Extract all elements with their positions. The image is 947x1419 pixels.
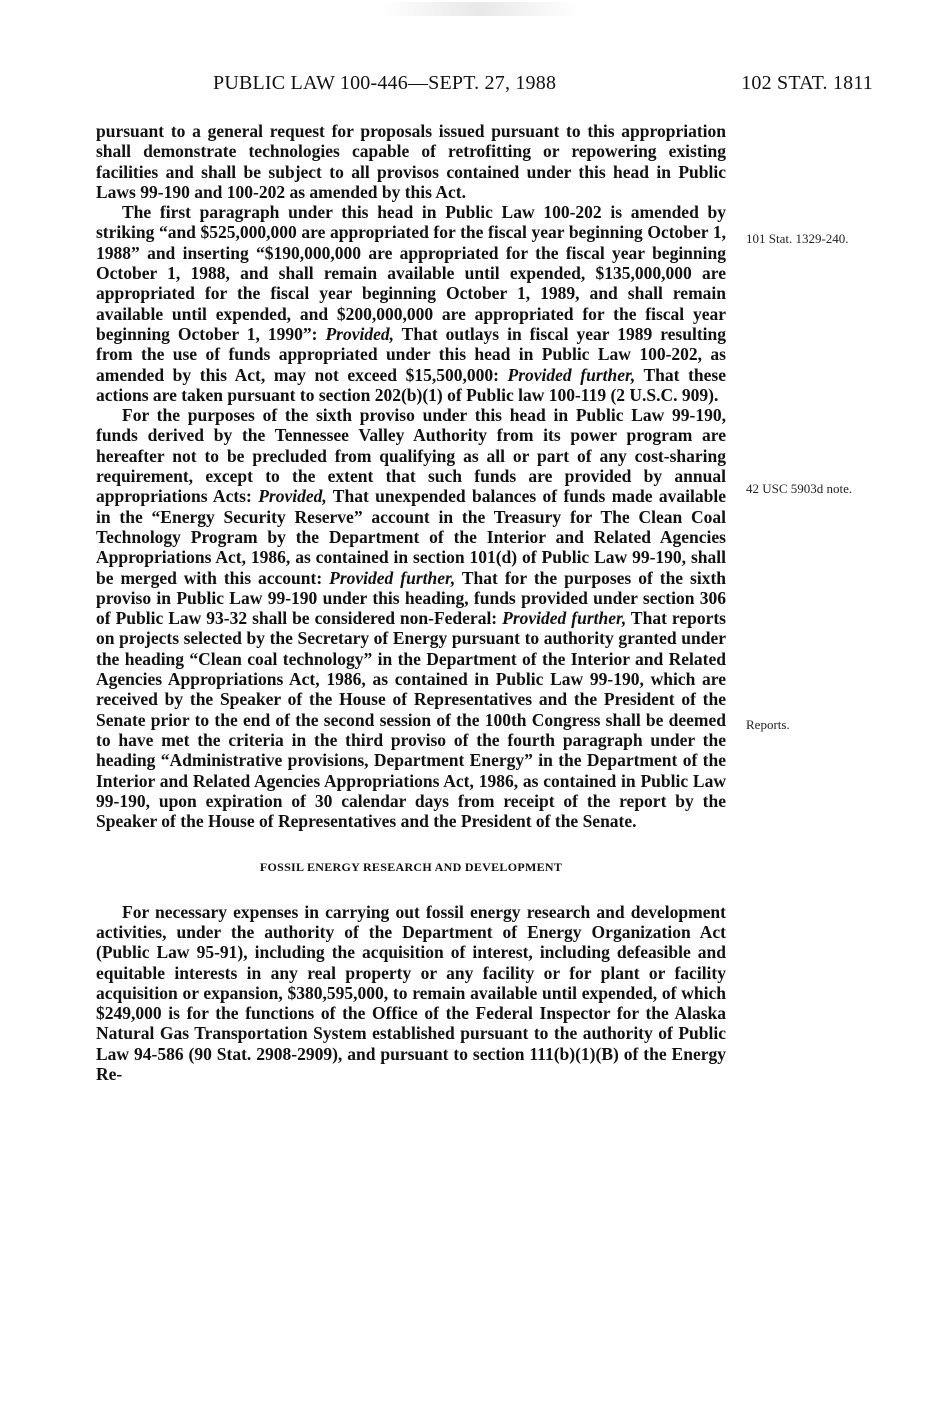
paragraph-tva-proviso: [96, 405, 726, 831]
proviso-italic: Provided,: [258, 486, 327, 507]
proviso-italic: Provided further,: [329, 567, 456, 588]
paragraph-text: That reports on projects selected by the Secretary of Energy pursuant to authority granted under the heading “Clean coal technology” in the Department of the Interior and Related Agencies Appropriations Act, 1986, as contained in Public Law 99-190, which are received by the Speaker of the House of Representatives and the President of the Senate prior to the end of the second session of the 100th Congress shall be deemed to have met the criteria in the third proviso of the fourth paragraph under the heading “Administrative provisions, Department Energy” in the Department of the Interior and Related Agencies Appropriations Act, 1986, as contained in Public Law 99-190, upon expiration of 30 calendar days from receipt of the report by the Speaker of the House of Representatives and the President of the Senate.: [96, 608, 726, 832]
paragraph-text: For the purposes of the sixth proviso under this head in Public Law 99-190, funds derived by the Tennessee Valley Authority from its power program are hereafter not to be precluded from qualifying as all or part of any cost-sharing requirement, except to the extent that such funds are provided by annual appropriations Acts:: [96, 405, 726, 507]
header-stat-page: 102 STAT. 1811: [741, 72, 873, 94]
margin-note-usc: 42 USC 5903d note.: [746, 481, 853, 496]
body-text: [96, 121, 726, 1084]
margin-note-reports: Reports.: [746, 717, 790, 732]
proviso-italic: Provided,: [325, 323, 394, 344]
scan-artifact: [380, 2, 580, 16]
proviso-italic: Provided further,: [502, 608, 627, 629]
paragraph-text: That these actions are taken pursuant to section 202(b)(1) of Public law 100-119 (2 U.S.C. 909).: [96, 364, 726, 405]
paragraph-text: That unexpended balances of funds made available in the “Energy Security Reserve” account in the Treasury for The Clean Coal Technology Program by the Department of the Interior and Related Agencies Appropriations Act, 1986, as contained in section 101(d) of Public Law 99-190, shall be merged with this account:: [96, 486, 726, 588]
paragraph-continuation: pursuant to a general request for proposals issued pursuant to this appropriation shall demonstrate technologies capable of retrofitting or repowering existing facilities and shall be subject to all provisos contained under this head in Public Laws 99-190 and 100-202 as amended by this Act.: [96, 121, 726, 202]
header-title: PUBLIC LAW 100-446—SEPT. 27, 1988: [213, 72, 557, 94]
proviso-italic: Provided further,: [507, 364, 636, 385]
margin-note-stat: 101 Stat. 1329-240.: [746, 231, 849, 246]
section-heading: FOSSIL ENERGY RESEARCH AND DEVELOPMENT: [259, 860, 563, 875]
paragraph-text: That for the purposes of the sixth proviso in Public Law 99-190 under this heading, funds provided under section 306 of Public Law 93-32 shall be considered non-Federal:: [96, 567, 727, 629]
paragraph-amendment: [96, 202, 726, 405]
paragraph-text: The first paragraph under this head in Public Law 100-202 is amended by striking “and $525,000,000 are appropriated for the fiscal year beginning October 1, 1988” and inserting “$190,000,000 are appropriated for the fiscal year beginning October 1, 1988, and shall remain available until expended, $135,000,000 are appropriated for the fiscal year beginning October 1, 1989, and shall remain available until expended, and $200,000,000 are appropriated for the fiscal year beginning October 1, 1990”:: [96, 202, 726, 344]
paragraph-text: That outlays in fiscal year 1989 resulting from the use of funds appropriated under this head in Public Law 100-202, as amended by this Act, may not exceed $15,500,000:: [96, 323, 726, 385]
paragraph-fossil-energy: For necessary expenses in carrying out fossil energy research and development activities, under the authority of the Department of Energy Organization Act (Public Law 95-91), including the acquisition of interest, including defeasible and equitable interests in any real property or any facility or for plant or facility acquisition or expansion, $380,595,000, to remain available until expended, of which $249,000 is for the functions of the Office of the Federal Inspector for the Alaska Natural Gas Transportation System established pursuant to the authority of Public Law 94-586 (90 Stat. 2908-2909), and pursuant to section 111(b)(1)(B) of the Energy Re-: [96, 901, 726, 1085]
running-head: [213, 72, 873, 98]
